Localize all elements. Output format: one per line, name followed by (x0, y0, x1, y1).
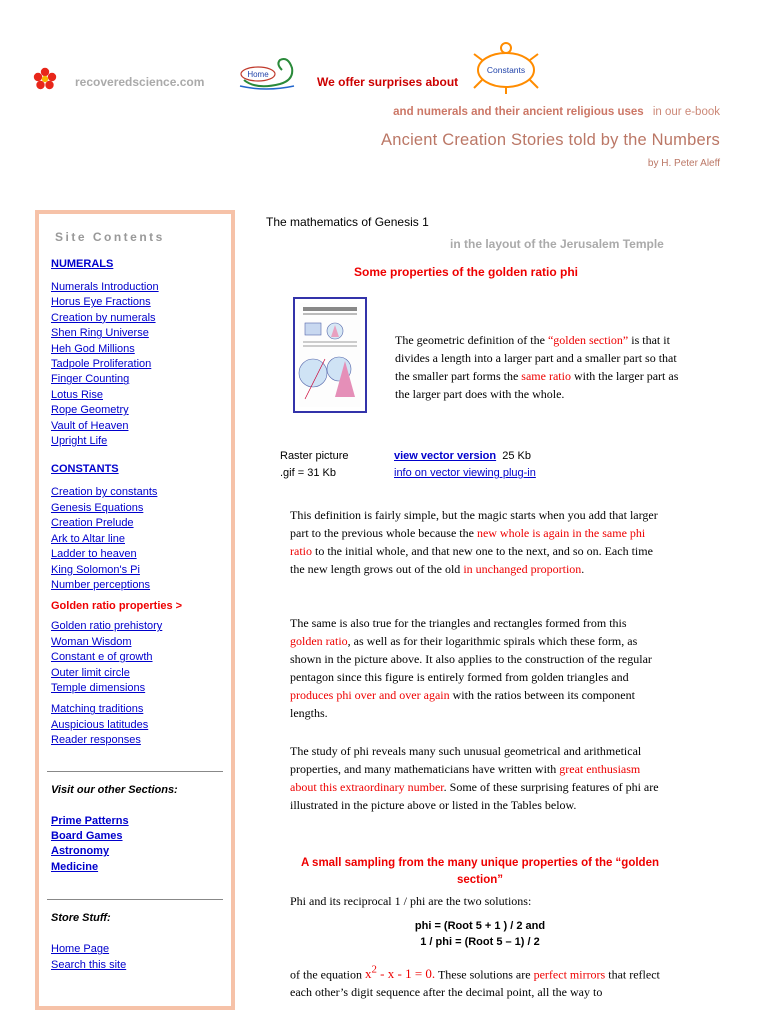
sidebar-link[interactable]: Tadpole Proliferation (51, 358, 152, 371)
sidebar-link[interactable]: Temple dimensions (51, 681, 146, 694)
text-span: with the ratios between its component lengths. (290, 688, 635, 720)
sidebar-link[interactable]: Reader responses (51, 734, 141, 747)
offer-text: We offer surprises about (317, 75, 459, 89)
text-span: The geometric definition of the (395, 333, 548, 347)
sidebar-link[interactable]: Creation by constants (51, 486, 158, 499)
list-item (51, 958, 223, 973)
extra-list (51, 702, 223, 748)
list-item (51, 650, 223, 665)
author: by H. Peter Aleff (647, 158, 720, 169)
equation-phi: phi = (Root 5 + 1 ) / 2 and (414, 920, 546, 932)
book-title: Ancient Creation Stories told by the Numbers (381, 131, 720, 149)
list-item (51, 516, 223, 531)
other-sections-list (51, 814, 223, 876)
list-item (51, 357, 223, 372)
list-item (51, 578, 223, 593)
list-item (51, 619, 223, 634)
list-item (51, 702, 223, 717)
sidebar-link[interactable]: Astronomy (51, 845, 110, 858)
sidebar-link[interactable]: Constant e of growth (51, 651, 153, 664)
text-span: The same is also true for the triangles and rectangles formed from this (290, 616, 627, 630)
text-span: - x - 1 = 0. (376, 966, 436, 982)
sidebar-link[interactable]: Numerals Introduction (51, 281, 159, 293)
list-item (51, 388, 223, 403)
sidebar-link[interactable]: Auspicious latitudes (51, 718, 149, 731)
text-span: The study of phi reveals many such unusual geometrical and arithmetical properties, and many mathematicians have written with (290, 744, 642, 776)
equation-highlight (365, 966, 435, 981)
sidebar-link[interactable]: Number perceptions (51, 578, 151, 591)
sidebar-link[interactable]: Golden ratio prehistory (51, 620, 163, 633)
golden-list (51, 619, 223, 696)
sidebar-section-numerals[interactable]: NUMERALS (51, 258, 114, 270)
numerals-list (51, 280, 223, 449)
sidebar-link[interactable]: Prime Patterns (51, 814, 129, 827)
sidebar-link[interactable]: Medicine (51, 860, 99, 873)
sidebar-heading: Site Contents (55, 230, 165, 244)
sidebar-link[interactable]: Creation Prelude (51, 517, 134, 530)
home-label: Home (247, 70, 269, 79)
list-item (51, 733, 223, 748)
highlight-text: in unchanged proportion (463, 562, 582, 576)
list-item (51, 419, 223, 434)
list-item (51, 372, 223, 387)
site-name[interactable]: recoveredscience.com (75, 75, 205, 89)
main-content (266, 215, 736, 1000)
highlight-text: great enthusiasm about this extraordinary number (290, 762, 641, 794)
tagline-normal: in our e-book (652, 106, 720, 118)
text-span: . Some of these surprising features of phi are illustrated in the picture above or listed in the Tables below. (290, 780, 659, 812)
list-item (51, 829, 223, 844)
text-span: These solutions are (435, 967, 534, 982)
list-item (51, 311, 223, 326)
list-item (51, 326, 223, 341)
list-item (51, 280, 223, 295)
divider (47, 771, 223, 772)
constants-turtle-icon[interactable] (464, 40, 546, 98)
text-span: is that it divides a length into a larger part and a smaller part so that the smaller part forms the (395, 333, 677, 383)
raster-info (280, 448, 348, 482)
highlight-text: new whole is again in the same phi ratio (290, 526, 646, 558)
header-tagline (393, 106, 720, 118)
sidebar-link[interactable]: Upright Life (51, 435, 108, 448)
store-list (51, 942, 223, 973)
sidebar-link[interactable]: Creation by numerals (51, 311, 156, 324)
constants-label: Constants (486, 65, 526, 75)
page-title: The mathematics of Genesis 1 (266, 215, 429, 229)
text-span: This definition is fairly simple, but the magic starts when you add that larger part to the previous whole because the (290, 508, 658, 540)
list-item (51, 844, 223, 859)
sidebar-link[interactable]: Matching traditions (51, 703, 144, 716)
sidebar-link[interactable]: Shen Ring Universe (51, 327, 149, 340)
quadratic-equation-text (290, 961, 670, 1001)
list-item (51, 434, 223, 449)
sidebar-link[interactable]: Horus Eye Fractions (51, 296, 151, 309)
flower-logo-icon[interactable] (33, 67, 57, 91)
sidebar-link[interactable]: King Solomon's Pi (51, 563, 140, 576)
list-item (51, 501, 223, 516)
list-item (51, 942, 223, 957)
vector-info (394, 448, 536, 482)
list-item (51, 681, 223, 696)
phi-equations (290, 918, 670, 950)
text-span: , as well as for their logarithmic spirals which these form, as shown in the picture above. It also applies to the construction of the regular pentagon since this figure is entirely formed from golden triangles and (290, 634, 652, 684)
sidebar-link[interactable]: Home Page (51, 943, 110, 956)
constants-list (51, 485, 223, 593)
section-heading: Some properties of the golden ratio phi (354, 265, 579, 279)
other-sections-label: Visit our other Sections: (51, 783, 178, 796)
highlight-text: “golden section” (547, 333, 629, 347)
list-item (51, 547, 223, 562)
paragraph (290, 614, 660, 722)
list-item (51, 860, 223, 875)
highlight-text: golden ratio (290, 634, 348, 648)
equation-reciprocal: 1 / phi = (Root 5 – 1) / 2 (420, 936, 540, 948)
list-item (51, 485, 223, 500)
home-swan-icon[interactable] (236, 50, 298, 92)
plugin-info-link[interactable]: info on vector viewing plug-in (394, 467, 536, 479)
list-item (51, 532, 223, 547)
list-item (51, 635, 223, 650)
sidebar-link[interactable]: Vault of Heaven (51, 419, 129, 432)
list-item (51, 403, 223, 418)
highlight-text: perfect mirrors (533, 967, 606, 982)
list-item (51, 342, 223, 357)
raster-size: .gif = 31 Kb (280, 467, 336, 479)
golden-ratio-figure-thumbnail[interactable] (293, 297, 367, 413)
highlight-text: produces phi over and over again (290, 688, 450, 702)
view-vector-link[interactable]: view vector version (394, 450, 497, 462)
sidebar-link[interactable]: Rope Geometry (51, 404, 129, 417)
sidebar-link[interactable]: Woman Wisdom (51, 635, 132, 648)
list-item (51, 563, 223, 578)
list-item (51, 718, 223, 733)
sidebar-link[interactable]: Finger Counting (51, 373, 130, 386)
sidebar-panel (39, 214, 231, 1006)
tagline-bold: and numerals and their ancient religious uses (393, 106, 644, 118)
golden-section-definition (395, 331, 679, 403)
list-item (51, 295, 223, 310)
list-item (51, 666, 223, 681)
sidebar-section-constants[interactable]: CONSTANTS (51, 463, 119, 476)
text-span: of the equation (290, 967, 365, 982)
highlight-text: same ratio (521, 369, 571, 383)
sidebar-link[interactable]: Board Games (51, 829, 123, 842)
text-span: to the initial whole, and that new one to the next, and so on. Each time the new length grows out of the old (290, 544, 653, 576)
text-span: x (364, 966, 372, 982)
text-span: . (581, 562, 585, 576)
sidebar-link[interactable]: Outer limit circle (51, 666, 130, 679)
paragraph (290, 742, 660, 814)
superscript: 2 (371, 964, 377, 976)
paragraph (290, 506, 660, 578)
page-subtitle: in the layout of the Jerusalem Temple (450, 237, 664, 251)
sidebar-link[interactable]: Genesis Equations (51, 501, 144, 514)
text-span: that reflect each other’s digit sequence after the decimal point, all the way to (290, 967, 660, 1000)
sidebar-link[interactable]: Search this site (51, 958, 127, 971)
vector-size: 25 Kb (502, 450, 531, 462)
sidebar (35, 210, 235, 1010)
phi-intro: Phi and its reciprocal 1 / phi are the two solutions: (290, 894, 532, 908)
sampling-heading: A small sampling from the many unique properties of the “golden section” (300, 857, 660, 886)
sidebar-link[interactable]: Ladder to heaven (51, 548, 137, 561)
store-label: Store Stuff: (51, 912, 111, 925)
text-span: with the larger part as the larger part does with the whole. (395, 369, 679, 401)
sidebar-link[interactable]: Ark to Altar line (51, 532, 125, 545)
sidebar-current-page: Golden ratio properties > (51, 600, 183, 613)
sidebar-link[interactable]: Lotus Rise (51, 388, 103, 401)
divider (47, 899, 223, 900)
list-item (51, 814, 223, 829)
sidebar-link[interactable]: Heh God Millions (51, 342, 135, 355)
raster-label: Raster picture (280, 450, 349, 462)
